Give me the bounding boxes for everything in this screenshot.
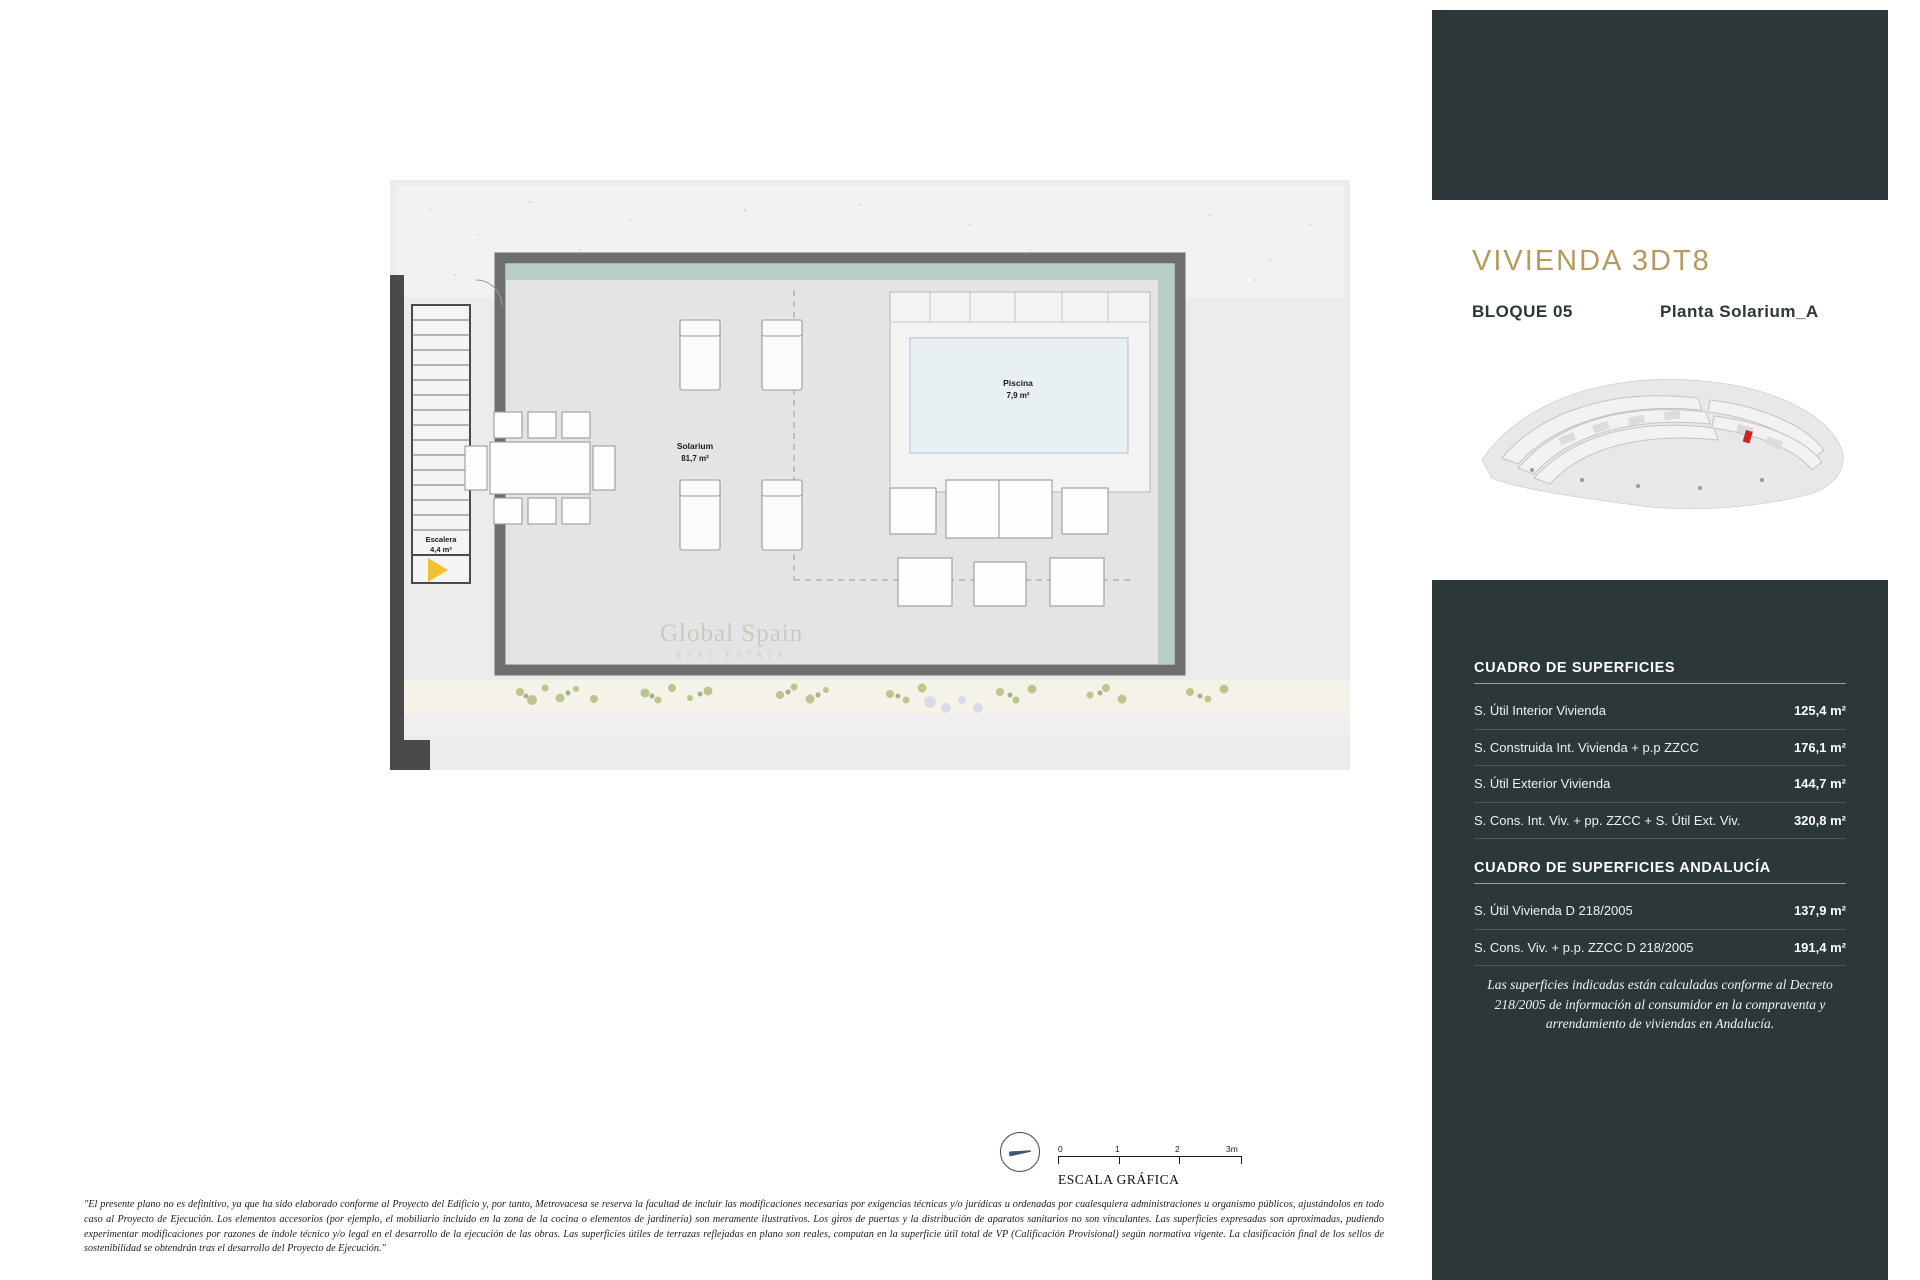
area-value: 125,4 m² <box>1793 703 1846 718</box>
table-row <box>1474 766 1846 803</box>
table-row <box>1474 693 1846 730</box>
svg-text:81,7 m²: 81,7 m² <box>681 454 709 463</box>
area-label: S. Construida Int. Vivienda + p.p ZZCC <box>1474 739 1699 755</box>
area-value: 144,7 m² <box>1793 776 1846 792</box>
table-row <box>1474 893 1846 930</box>
svg-text:4,4 m²: 4,4 m² <box>430 545 452 554</box>
area-label: S. Útil Vivienda D 218/2005 <box>1474 903 1633 918</box>
svg-text:Escalera: Escalera <box>425 535 457 544</box>
areas-table-title: CUADRO DE SUPERFICIES <box>1474 660 1846 684</box>
scale-tick-0: 0 <box>1058 1144 1063 1154</box>
title-block <box>1432 210 1888 570</box>
scale-tick-1: 1 <box>1115 1144 1120 1154</box>
area-value: 176,1 m² <box>1793 739 1846 755</box>
areas-panel <box>1432 580 1888 1280</box>
floor-label: Planta Solarium_A <box>1660 302 1819 321</box>
block-label: BLOQUE 05 <box>1472 302 1573 321</box>
watermark-line2: REAL ESTATE <box>675 650 788 660</box>
table-row <box>1474 930 1846 967</box>
areas-table <box>1474 693 1846 839</box>
north-arrow-icon <box>1000 1132 1040 1172</box>
svg-text:Solarium: Solarium <box>676 441 714 451</box>
info-panel <box>1432 0 1888 1280</box>
svg-text:Piscina: Piscina <box>1003 378 1033 388</box>
watermark-line1: Global Spain <box>660 620 804 647</box>
page-title: VIVIENDA 3DT8 <box>1472 245 1711 277</box>
areas-note: Las superficies indicadas están calculadas conforme al Decreto 218/2005 de información al consumidor en la compraventa y arrendamiento de viviendas en Andalucía. <box>1487 977 1833 1032</box>
panel-top-bar <box>1432 10 1888 200</box>
scale-title: ESCALA GRÁFICA <box>1058 1172 1180 1187</box>
table-row <box>1474 730 1846 767</box>
svg-text:7,9 m²: 7,9 m² <box>1006 391 1030 400</box>
scale-bar <box>1058 1144 1242 1164</box>
area-label: S. Cons. Int. Viv. + pp. ZZCC + S. Útil Ext. Viv. <box>1474 812 1741 828</box>
area-value: 191,4 m² <box>1793 939 1846 955</box>
area-label: S. Cons. Viv. + p.p. ZZCC D 218/2005 <box>1474 939 1694 955</box>
floor-plan-drawing <box>390 180 1370 900</box>
legal-disclaimer: "El presente plano no es definitivo, ya que ha sido elaborado conforme al Proyecto del Edificio y, por tanto, Metrovacesa se reserva la facultad de incluir las modificaciones necesarias por exigencias técnicas y/o jurídicas u ordenadas por cualesquiera administraciones u organismo públicos, ajustándolos en todo caso al Proyecto de Ejecución. Los elementos accesorios (por ejemplo, el mobiliario incluido en la zona de la cocina o elementos de jardinería) son meramente ilustrativos. Los giros de puertas y la distribución de aparatos sanitarios no son vinculantes. Las superficies expresadas son aproximadas, pudiendo experimentar modificaciones por razones de índole técnico y/o legal en el desarrollo de la ejecución de las obras. Las superficies útiles de terrazas reflejadas en plano son reales, computan en la superficie útil total de VP (Calificación Provisional) según normativa vigente. La clasificación final de los sellos de sostenibilidad se obtendrán tras el desarrollo del Proyecto de Ejecución." <box>84 1199 1384 1255</box>
area-value: 320,8 m² <box>1793 812 1846 828</box>
area-value: 137,9 m² <box>1793 903 1846 918</box>
area-label: S. Útil Exterior Vivienda <box>1474 776 1611 792</box>
area-label: S. Útil Interior Vivienda <box>1474 703 1606 718</box>
scale-tick-3: 3m <box>1226 1144 1238 1154</box>
areas-andalucia-table <box>1474 893 1846 966</box>
scale-tick-2: 2 <box>1175 1144 1180 1154</box>
areas-andalucia-title: CUADRO DE SUPERFICIES ANDALUCÍA <box>1474 860 1846 884</box>
graphic-scale <box>1000 1128 1250 1198</box>
site-keyplan <box>1462 340 1862 550</box>
table-row <box>1474 803 1846 840</box>
